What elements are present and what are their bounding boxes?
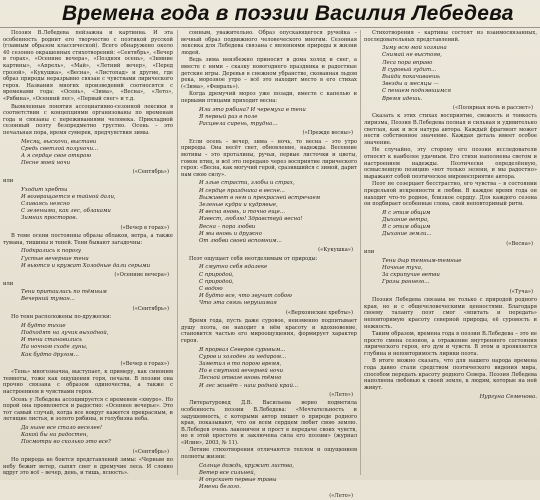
paragraph: Осень у Лебедева ассоциируется с временем «хмуро». Но порой она проявляется и радостно: «Осеннее вечерье». Это тот самый случай, когда все вокруг кажется прекрасным, и летящие листья, и золото рябины, и голубизна неба. xyxy=(3,396,173,423)
paragraph: Не случайно, эту сторону его поэзии исследователи относят к наиболее удачным. Его стихи наполнены светом и настроением надежды. Поэтически определённую, осмысленную позицию «вот только зелени, и мы радостно» выражают собой поэтическое мировосприятие автора. xyxy=(364,147,537,180)
paragraph: Поэзия Лебедева связана не только с природой родного края, но и с общечеловеческими ценностями. Благодаря своему таланту поэт смог «впитать и передать» неповторимую красоту северной природы, её суровость и нежность. xyxy=(364,297,537,330)
paragraph: Время года, пусть даже суровое, неизменно подпитывает душу поэта, он находит в нём красоту и вдохновение, становится частью его мироощущения, формирует характер героя. xyxy=(181,318,357,344)
paragraph: Но природа не боится представлений зимы: «Черным по небу бежит ветер, сыпят снег в дремучие леса. И словно вдруг это всё – вечер, день, и тишь, ясность». xyxy=(3,457,173,477)
column-divider xyxy=(177,30,178,475)
paragraph: Поэт не созерцает бесстрастно, его чувства – в состоянии предельной искренности и любви. В каждое время года он находит что-то родное, близкое сердцу. Для каждого сезона он подбирает особенные слова, свой неповторимый ритм. xyxy=(364,181,537,208)
paragraph: Летние стихотворения отличаются теплом и ощущением полноты жизни: xyxy=(181,447,357,461)
poem-source: («Вечер в горах») xyxy=(120,360,169,367)
paragraph: Стихотворения – картины состоят из взаимосвязанных, последовательных представлений. xyxy=(364,30,537,43)
poem-source: («Верхоянские хребты») xyxy=(285,309,353,316)
poem-quote: Месяц, выскочи, выстави Средь светлой полуночи... А я сердце свое открою Песне моей ночи xyxy=(21,138,99,167)
paragraph: Ведь зима неизбежно приносит в дома холод и снег, а вместе с ними – сказку новогоднего праздника и радостные детские игры. Деревья в снежном убранстве, скованная льдом река, морозное утро – всё это находит место в его стихах («Зима», «Февраль»). xyxy=(181,57,357,90)
paragraph: В итоге можно сказать, что для нашего народа времена года давно стали средством поэтического видения мира, способом передать красоту родного Севера. Поэзия Лебедева наполнена любовью к своей земле, к людям, которые на ней живут. xyxy=(364,358,537,391)
article-column-1 xyxy=(3,30,173,480)
connector-word: или xyxy=(3,177,14,184)
poem-quote: Зиму всю мой хозяина Снимай не выстояв, Леса пора вправо В суровый гудит... Выйди покачиваешь Звезды и месяцы — С пением поднявшимся Время идешь. xyxy=(382,45,451,102)
poem-source: («Вечер в горах») xyxy=(120,224,169,231)
poem-quote: Тени дыр темным-темные Ночные туча, За скрипучие ветви Грозы раннего... xyxy=(382,257,462,286)
paragraph: Поэзия В.Лебедева пейзажна и картинна. И эта особенность роднит его творчество с поэтикой русской (главным образом классической). Всего обнаружено около 40 сезонно окрашенных стихотворений: «Сентябрь», «Вечер в горах», «Осенние вечера», «Поздняя осень», «Зимние картины», «Апрель», «Май», «Летний вечер», «Перед грозой», «Кукушка», «Весна», «Листопад» и другие, где образ природы неразрывно связан с чувствами лирического героя. Названия многих произведений соотносятся с временами года: «Осень», «Зима», «Весна», «Лето», «Рябина», «Осенний лес», «Первый снег» и т.д. xyxy=(3,30,173,102)
poem-quote: Я прорвал Северов суровым... Суров и холоден ли недаром... Заметил в то порою время, Но в смутной вечерней ночи Лесной отваге вновь тёмно И лес живёт – наш родной край... xyxy=(199,346,299,389)
paragraph: Литературовед Д.В. Васильева верно подметила особенность поэзии В.Лебедева: «Мечтательность и задушевность, с которыми автор пишет о природе родного края, показывают, что он всем сердцем любит свою землю. В.Лебедев очень лаконичен и прост в передаче своих чувств, но в этой простоте и заключена сила его поэзии» (журнал «Илин», 2003, № 11). xyxy=(181,400,357,446)
poem-quote: Подкрались к порогу Густые вечерние тени И вьются и кружат Холодные дали серыми xyxy=(21,248,151,269)
poem-quote: И смутно себя вдалеке С природой, С природой, С водою И будто все, что звучит собою Что эта связь нерушимая xyxy=(199,264,292,307)
paragraph: Когда дремучий мороз уже позади, вместе с капелью и первыми птицами приходит весна: xyxy=(181,91,357,104)
poem-source: («Сентябрь») xyxy=(132,169,169,176)
poem-quote: Я с этим общим Дыхание ветра, Я с этим общим Дыхание земли... xyxy=(382,209,432,238)
column-divider xyxy=(360,30,361,475)
poem-quote: Или это рябина? И черемуха в тени Я первый раз в поле Расцвела сирень, трудна… xyxy=(199,106,306,127)
poem-source: («Весна») xyxy=(506,240,533,247)
connector-word: или xyxy=(364,249,375,256)
poem-quote: И злые страсти, злобы и страх, И сердце праздника в весне... Выживет в нем и прекрасней встречаем Зеленые кудри и кудрявые, И весна вновь, и точно еще... Извест, люблю! Здравствуй весна! Весна – пора любви И мы вновь и дружно От любви своей вспомним... xyxy=(199,180,321,244)
poem-source: («Туча») xyxy=(509,288,533,295)
poem-source: («Кукушка») xyxy=(318,247,353,254)
poem-source: («Лето») xyxy=(329,391,353,398)
paragraph: «Тень» многозначна, выступает, к примеру, как синоним темноты, тоже как ощущения горя, печали. В поэзии она прочно связана с образом одиночества, а также с настроением и чувствами героя. xyxy=(3,369,173,396)
paragraph: Если осень – вечер, зима – ночь, то весна – это утро природы. Она несёт свет, обновление, надежды. Весенние мотивы – это проталины, ручьи, первые листочки и цветы, гомон птиц, и всё это передано через восприятие лирического героя: «Весна, как могучий герой, сразившийся с зимой, дарит нам свою силу». xyxy=(181,138,357,178)
article-column-3 xyxy=(364,30,537,480)
paragraph: Выявленные понятия ассоциативно-сезонной лексики в соответствии с концепциями организованы по временам года и связаны с переживаниями человека. Прикладной сезонный поэту безпредметно грустно. Осень – это печальная пора, время сумерек, предчувствия зимы. xyxy=(3,103,173,136)
poem-quote: Тени притаились по тёмным Вечерний туман... xyxy=(21,289,107,303)
paragraph: Поэт ощущает себя неотделимым от природы: xyxy=(189,255,318,262)
poem-source: («Сентябрь») xyxy=(132,305,169,312)
poem-quote: И будто тихие Подходят на лучик выходной, И тени становились На ночном сходе луны, Как будто другом... xyxy=(21,322,109,358)
article-title: Времена года в поэзии Василия Лебедева xyxy=(62,2,514,25)
paragraph: Но тени расположены по-дружески: xyxy=(11,314,112,321)
poem-source: («Осенние вечера») xyxy=(114,271,169,278)
poem-quote: Уходит хребты И возвращается в тайной дали, Сливаясь неясно С зелеными, как лес, облаками Зимних просторов. xyxy=(21,186,116,222)
connector-word: или xyxy=(3,280,14,287)
article-column-2 xyxy=(181,30,357,500)
title-divider xyxy=(0,27,540,28)
poem-source: («Полярная ночь и рассвет») xyxy=(452,104,533,111)
paragraph: В теме осени постоянны образы облаков, ветра, а также тумана, тишины и теней. Тени бывают загадочны: xyxy=(3,233,173,246)
poem-source: («Сентябрь») xyxy=(132,448,169,455)
paragraph: Сказать к этих стихах восприятие, свежесть и тонкость лиризма, Поэзия В.Лебедева полная и сильная и удивительно светлая, как и вся натура автора. Каждый фрагмент может нести собственное значение. Каждая деталь имеет особое значение. xyxy=(364,113,537,146)
paragraph: сонным, уважительно. Образ опускающегося ручейка – вечный образ подвижного человеческого многим. Сезонная лексика для Лебедева связана с явлениями природы и жизни людей. xyxy=(181,30,357,56)
poem-source: («Лето») xyxy=(329,493,353,500)
poem-quote: Да ныне все стало веселее! Какой бы ни радостен, Посмотри во сколько это все? xyxy=(21,425,111,446)
poem-source: («Прежде весны») xyxy=(302,130,353,137)
author-signature: Нургуна Семенова. xyxy=(479,394,537,401)
paragraph: Таким образом, времена года в поэзии В.Лебедева – это не просто смена сезонов, а отражение внутреннего состояния лирического героя, его дум и чувств. В этом и проявляется глубина и неповторимость лирики поэта. xyxy=(364,331,537,357)
poem-quote: Солнце дождь, кружит листва, Ветер все сильней, И опускает первые травы Имени белого. xyxy=(199,462,294,491)
